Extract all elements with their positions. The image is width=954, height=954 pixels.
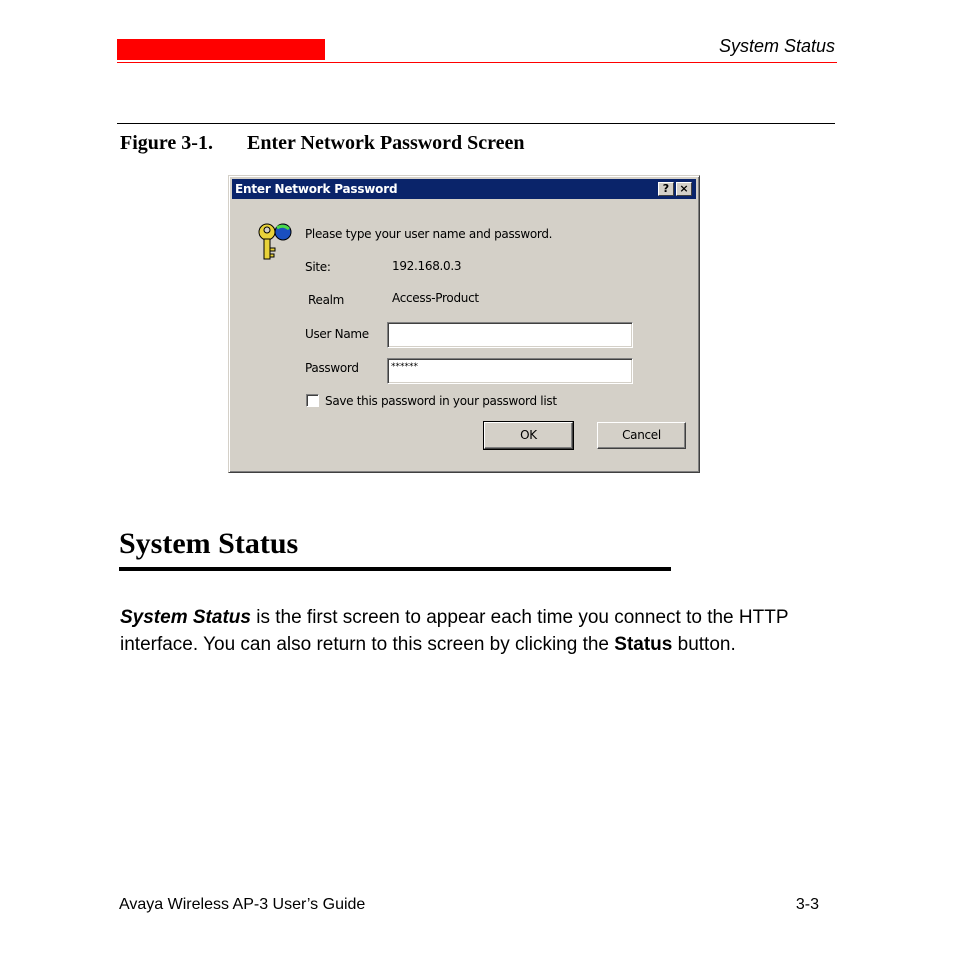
- figure-rule: [117, 123, 835, 124]
- realm-label: Realm: [308, 293, 345, 307]
- enter-network-password-dialog: [228, 175, 700, 473]
- close-button[interactable]: ×: [676, 182, 692, 196]
- help-button[interactable]: ?: [658, 182, 674, 196]
- user-name-input[interactable]: [387, 322, 633, 348]
- dialog-titlebar[interactable]: [232, 179, 696, 199]
- figure-caption: [120, 132, 525, 155]
- dialog-prompt: Please type your user name and password.: [305, 227, 553, 241]
- figure-title: Enter Network Password Screen: [247, 132, 525, 154]
- save-password-label[interactable]: Save this password in your password list: [325, 394, 557, 408]
- footer-guide-title: Avaya Wireless AP-3 User’s Guide: [119, 896, 366, 913]
- para-text-2: button.: [672, 633, 736, 655]
- para-text-1: is the first screen to appear each time you connect to the HTTP interface. You can also return to this screen by clicking the: [120, 607, 789, 655]
- ok-button[interactable]: OK: [484, 422, 573, 449]
- header-rule: [117, 62, 837, 63]
- keys-icon: [255, 220, 295, 264]
- para-strong: Status: [614, 633, 673, 655]
- section-rule: [119, 567, 671, 571]
- cancel-button[interactable]: Cancel: [597, 422, 686, 449]
- site-label: Site:: [305, 260, 331, 274]
- para-emphasis: System Status: [120, 607, 251, 628]
- password-input[interactable]: ******: [387, 358, 633, 384]
- header-accent-bar: [117, 39, 325, 60]
- save-password-checkbox[interactable]: [306, 394, 319, 407]
- site-value: 192.168.0.3: [392, 259, 462, 273]
- realm-value: Access-Product: [392, 291, 479, 305]
- figure-number: Figure 3-1.: [120, 132, 213, 154]
- section-heading: System Status: [119, 527, 299, 560]
- dialog-title: Enter Network Password: [235, 182, 398, 196]
- password-label: Password: [305, 361, 359, 375]
- user-name-label: User Name: [305, 327, 369, 341]
- running-header-title: System Status: [718, 36, 835, 56]
- footer-page-number: 3-3: [795, 896, 819, 913]
- body-paragraph: [120, 605, 840, 658]
